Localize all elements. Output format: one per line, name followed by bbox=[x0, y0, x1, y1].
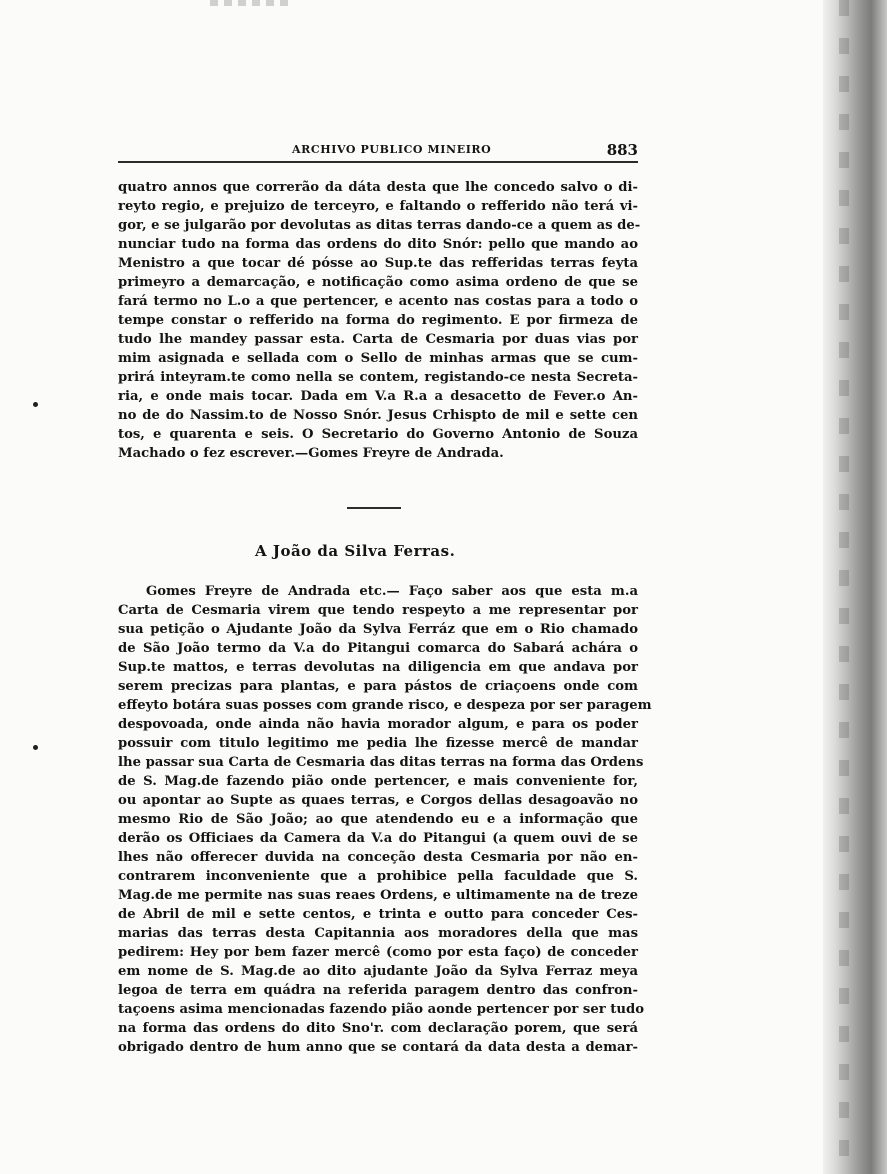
text-line: sua petição o Ajudante João da Sylva Ferráz que em o Rio chamado bbox=[118, 622, 638, 637]
text-line: em nome de S. Mag.de ao dito ajudante João da Sylva Ferraz meya bbox=[118, 964, 638, 979]
text-line: Gomes Freyre de Andrada etc.— Faço saber aos que esta m.a bbox=[146, 584, 638, 599]
book-binding-edge bbox=[823, 0, 887, 1174]
text-line: tos, e quarenta e seis. O Secretario do Governo Antonio de Souza bbox=[118, 427, 638, 442]
text-line: mesmo Rio de São João; ao que atendendo eu e a informação que bbox=[118, 812, 638, 827]
text-line: no de do Nassim.to de Nosso Snór. Jesus Crhispto de mil e sette cen bbox=[118, 408, 638, 423]
section-title: A João da Silva Ferras. bbox=[255, 542, 456, 560]
text-line: marias das terras desta Capitannia aos moradores della que mas bbox=[118, 926, 638, 941]
text-line: tudo lhe mandey passar esta. Carta de Cesmaria por duas vias por bbox=[118, 332, 638, 347]
text-line: prirá inteyram.te como nella se contem, registando-ce nesta Secreta- bbox=[118, 370, 638, 385]
header-rule bbox=[118, 161, 638, 163]
text-line: mim asignada e sellada com o Sello de minhas armas que se cum- bbox=[118, 351, 638, 366]
text-line: contrarem inconveniente que a prohibice pella faculdade que S. bbox=[118, 869, 638, 884]
document-text-top bbox=[118, 178, 641, 463]
text-line: taçoens asima mencionadas fazendo pião aonde pertencer por ser tudo bbox=[118, 1002, 644, 1017]
text-line: pedirem: Hey por bem fazer mercê (como por esta faço) de conceder bbox=[118, 945, 638, 960]
text-line: de São João termo da V.a do Pitangui comarca do Sabará achára o bbox=[118, 641, 638, 656]
scan-dot-mark bbox=[33, 745, 38, 750]
text-line: Menistro a que tocar dé pósse ao Sup.te das refferidas terras feyta bbox=[118, 256, 638, 271]
text-line: despovoada, onde ainda não havia morador algum, e para os poder bbox=[118, 717, 638, 732]
text-line: lhes não offerecer duvida na conceção desta Cesmaria por não en- bbox=[118, 850, 638, 865]
text-line: tempe constar o refferido na forma do regimento. E por firmeza de bbox=[118, 313, 638, 328]
text-line: primeyro a demarcação, e notificação como asima ordeno de que se bbox=[118, 275, 638, 290]
text-line: legoa de terra em quádra na referida paragem dentro das confron- bbox=[118, 983, 638, 998]
text-line: serem precizas para plantas, e para pástos de criaçoens onde com bbox=[118, 679, 638, 694]
section-divider bbox=[347, 507, 401, 509]
text-line: fará termo no L.o a que pertencer, e acento nas costas para a todo o bbox=[118, 294, 638, 309]
page-number: 883 bbox=[606, 141, 638, 159]
text-line: nunciar tudo na forma das ordens do dito Snór: pello que mando ao bbox=[118, 237, 638, 252]
text-line: reyto regio, e prejuizo de terceyro, e faltando o refferido não terá vi- bbox=[118, 199, 638, 214]
text-line: Mag.de me permite nas suas reaes Ordens, e ultimamente na de treze bbox=[118, 888, 638, 903]
text-line: de S. Mag.de fazendo pião onde pertencer, e mais conveniente for, bbox=[118, 774, 638, 789]
text-line: Machado o fez escrever.—Gomes Freyre de Andrada. bbox=[118, 446, 504, 461]
top-scan-marks bbox=[210, 0, 290, 6]
text-line: gor, e se julgarão por devolutas as ditas terras dando-ce a quem as de- bbox=[118, 218, 641, 233]
text-line: ria, e onde mais tocar. Dada em V.a R.a a desacetto de Fever.o An- bbox=[118, 389, 638, 404]
text-line: na forma das ordens do dito Sno'r. com declaração porem, que será bbox=[118, 1021, 638, 1036]
running-title: ARCHIVO PUBLICO MINEIRO bbox=[292, 143, 492, 156]
text-line: derão os Officiaes da Camera da V.a do Pitangui (a quem ouvi de se bbox=[118, 831, 638, 846]
text-line: Carta de Cesmaria virem que tendo respeyto a me representar por bbox=[118, 603, 638, 618]
text-line: quatro annos que correrão da dáta desta que lhe concedo salvo o di- bbox=[118, 180, 638, 195]
text-line: obrigado dentro de hum anno que se contará da data desta a demar- bbox=[118, 1040, 638, 1055]
text-line: lhe passar sua Carta de Cesmaria das ditas terras na forma das Ordens bbox=[118, 755, 644, 770]
scan-dot-mark bbox=[33, 402, 38, 407]
text-line: possuir com titulo legitimo me pedia lhe fizesse mercê de mandar bbox=[118, 736, 638, 751]
text-line: ou apontar ao Supte as quaes terras, e Corgos dellas desagoavão no bbox=[118, 793, 638, 808]
document-text-bottom bbox=[118, 582, 652, 1057]
text-line: de Abril de mil e sette centos, e trinta e outto para conceder Ces- bbox=[118, 907, 638, 922]
text-line: effeyto botára suas posses com grande risco, e despeza por ser paragem bbox=[118, 698, 652, 713]
text-line: Sup.te mattos, e terras devolutas na diligencia em que andava por bbox=[118, 660, 638, 675]
